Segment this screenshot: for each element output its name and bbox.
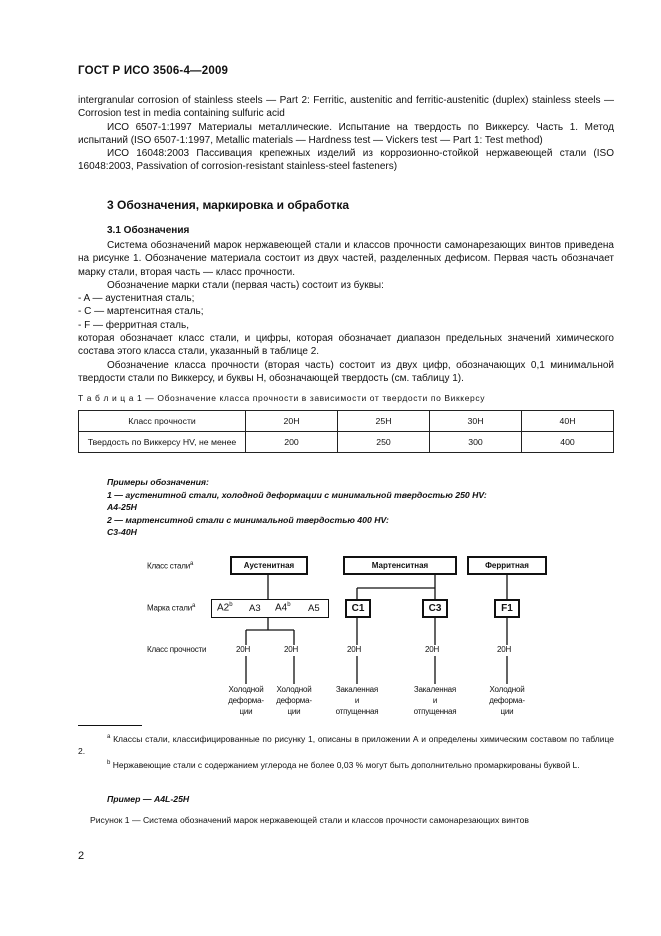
example-bottom: Пример — A4L-25H <box>107 794 190 804</box>
table-cell: 25H <box>338 411 430 432</box>
list-item: - F — ферритная сталь, <box>78 319 189 331</box>
row-header: Твердость по Виккерсу HV, не менее <box>79 432 246 453</box>
footnote-b <box>78 757 614 771</box>
reference-paragraph: ИСО 16048:2003 Пассивация крепежных изделий из коррозионно-стойкой нержавеющей стали (ISO 16048:2003, Passivation of corrosion-resistant stainless-steel fasteners) <box>78 148 614 173</box>
treatment-line: деформа- <box>228 696 264 705</box>
figure-caption: Рисунок 1 — Система обозначений марок нержавеющей стали и классов прочности самонарезающих винтов <box>90 815 529 825</box>
footnote-marker: a <box>107 734 111 740</box>
strength-label: 20H <box>347 645 362 654</box>
table-cell: 40H <box>522 411 614 432</box>
table-cell: 20H <box>246 411 338 432</box>
treatment-line: Холодной <box>489 685 525 694</box>
treatment-hardened-tempered <box>403 684 467 717</box>
grade-a3: A3 <box>249 603 261 614</box>
document-header: ГОСТ Р ИСО 3506-4—2009 <box>78 65 229 77</box>
treatment-line: Холодной <box>276 685 312 694</box>
body-paragraph: Обозначение класса прочности (вторая часть) состоит из двух цифр, обозначающих 0,1 минимальной твердости стали по Виккерсу, и буквы H, обозначающей твердость (см. таблицу 1). <box>78 359 614 384</box>
grade-box-f1: F1 <box>494 599 520 618</box>
grade-a5: A5 <box>308 603 320 614</box>
section-title: 3 Обозначения, маркировка и обработка <box>107 198 350 212</box>
class-box-austenitic: Аустенитная <box>230 556 308 575</box>
treatment-line: ции <box>287 707 301 716</box>
label-text: Марка стали <box>147 603 192 613</box>
footnote-text: Нержавеющие стали с содержанием углерода не более 0,03 % могут быть дополнительно промаркированы буквой L. <box>112 759 580 770</box>
footnote-a <box>78 731 614 758</box>
treatment-cold-deformation <box>479 684 535 717</box>
row-label-steel-class <box>147 561 193 571</box>
grade-a2 <box>217 602 233 613</box>
strength-label: 20H <box>236 645 251 654</box>
grade-box-austenitic <box>211 599 329 618</box>
treatment-line: деформа- <box>276 696 312 705</box>
footnote-text: Классы стали, классифицированные по рисунку 1, описаны в приложении А и определены химическим составом по таблице 2. <box>78 733 614 757</box>
treatment-line: деформа- <box>489 696 525 705</box>
table-cell: 300 <box>430 432 522 453</box>
reference-paragraph: intergranular corrosion of stainless steels — Part 2: Ferritic, austenitic and ferritic-austenitic (duplex) stainless steels — Corrosion test in media containing sulfuric acid <box>78 95 614 120</box>
footnote-marker: b <box>287 602 291 608</box>
strength-label: 20H <box>497 645 512 654</box>
label-text: Класс стали <box>147 561 190 571</box>
grade-a4 <box>275 602 291 613</box>
treatment-line: Закаленная <box>335 685 379 694</box>
treatment-line: и <box>432 696 438 705</box>
table-cell: 200 <box>246 432 338 453</box>
example-line: C3-40H <box>107 527 137 538</box>
footnote-marker: a <box>189 561 194 567</box>
page-number: 2 <box>78 850 85 862</box>
body-paragraph: которая обозначает класс стали, и цифры, которая обозначает диапазон предельных значений химического состава этого класса стали, указанный в таблице 2. <box>78 333 614 358</box>
treatment-line: отпущенная <box>335 707 379 716</box>
example-line: Примеры обозначения: <box>107 477 209 487</box>
footnote-marker: b <box>107 760 111 766</box>
subsection-title: 3.1 Обозначения <box>107 225 190 236</box>
footnote-separator <box>78 725 142 726</box>
list-item: - A — аустенитная сталь; <box>78 293 195 305</box>
table-cell: 30H <box>430 411 522 432</box>
treatment-line: Закаленная <box>413 685 457 694</box>
row-label-steel-grade <box>147 603 195 613</box>
grade-text: A4 <box>275 602 288 614</box>
list-item: - C — мартенситная сталь; <box>78 306 204 318</box>
class-box-martensitic: Мартенситная <box>343 556 457 575</box>
treatment-line: и <box>354 696 360 705</box>
example-line: A4-25H <box>107 502 137 513</box>
treatment-line: Холодной <box>228 685 264 694</box>
grade-box-c1: C1 <box>345 599 371 618</box>
body-paragraph: Обозначение марки стали (первая часть) состоит из буквы: <box>107 279 384 291</box>
strength-label: 20H <box>425 645 440 654</box>
treatment-cold-deformation <box>266 684 322 717</box>
row-label-strength-class: Класс прочности <box>147 645 207 654</box>
footnote-marker: b <box>229 602 233 608</box>
body-paragraph: Система обозначений марок нержавеющей стали и классов прочности самонарезающих винтов приведена на рисунке 1. Обозначение материала состоит из двух частей, разделенных дефисом. Первая часть обозначает марку стали, вторая часть — класс прочности. <box>78 240 614 278</box>
reference-paragraph: ИСО 6507-1:1997 Материалы металлические. Испытание на твердость по Виккерсу. Часть 1. Метод испытаний (ISO 6507-1:1997, Metallic materials — Hardness test — Vickers test — Part 1: Test method) <box>78 121 614 146</box>
example-line: 2 — мартенситной стали с минимальной твердостью 400 HV: <box>107 514 389 525</box>
treatment-line: ции <box>239 707 253 716</box>
treatment-hardened-tempered <box>325 684 389 717</box>
row-header: Класс прочности <box>79 411 246 432</box>
class-box-ferritic: Ферритная <box>467 556 547 575</box>
treatment-line: ции <box>500 707 514 716</box>
grade-text: A2 <box>217 602 230 614</box>
table-caption: Т а б л и ц а 1 — Обозначение класса прочности в зависимости от твердости по Виккерсу <box>78 393 486 403</box>
footnote-marker: a <box>191 603 196 609</box>
example-line: 1 — аустенитной стали, холодной деформации с минимальной твердостью 250 HV: <box>107 489 487 500</box>
treatment-line: отпущенная <box>413 707 457 716</box>
strength-label: 20H <box>284 645 299 654</box>
grade-box-c3: C3 <box>422 599 448 618</box>
table-cell: 400 <box>522 432 614 453</box>
table-cell: 250 <box>338 432 430 453</box>
